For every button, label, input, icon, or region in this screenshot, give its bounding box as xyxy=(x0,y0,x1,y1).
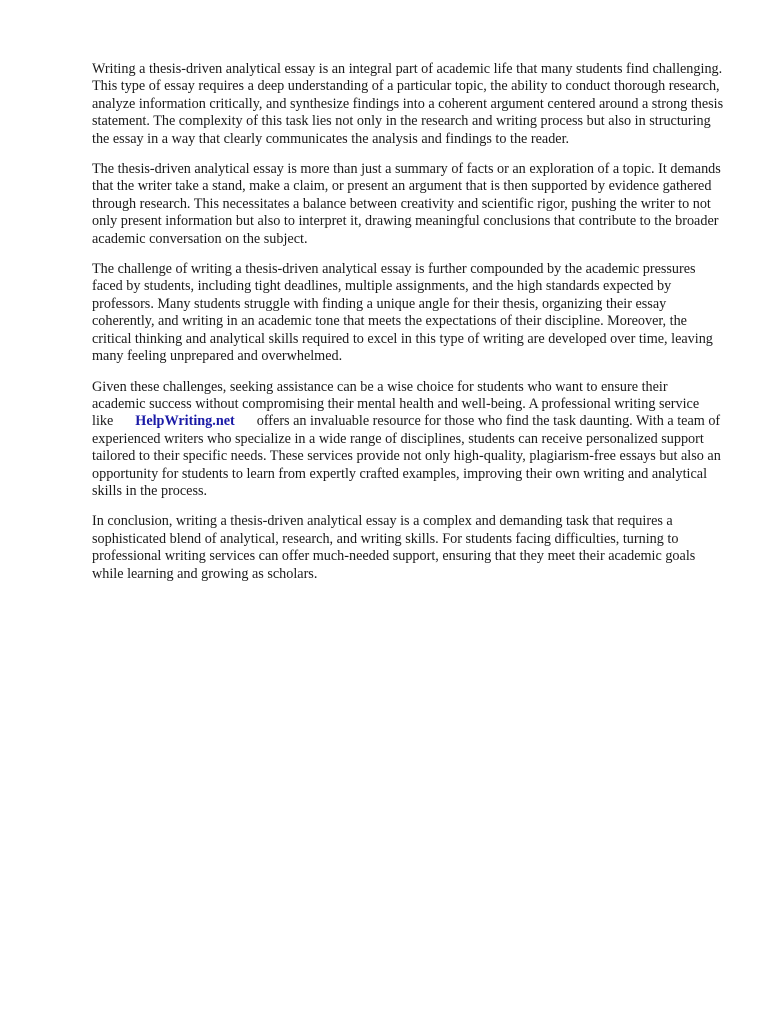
paragraph-conclusion: In conclusion, writing a thesis-driven analytical essay is a complex and demanding task that requires a sophisticated blend of analytical, research, and writing skills. For students facing difficulties, turning to professional writing services can offer much-needed support, ensuring that they meet their academic goals while learning and growing as scholars. xyxy=(92,513,696,582)
paragraph-assistance xyxy=(92,379,724,501)
paragraph-definition: The thesis-driven analytical essay is more than just a summary of facts or an exploration of a topic. It demands that the writer take a stand, make a claim, or present an argument that is then supported by evidence gathered through research. This necessitates a balance between creativity and scientific rigor, pushing the writer to not only present information but also to interpret it, drawing meaningful conclusions that contribute to the broader academic conversation on the subject. xyxy=(92,161,721,247)
paragraph-intro: Writing a thesis-driven analytical essay is an integral part of academic life that many students find challenging. This type of essay requires a deep understanding of a particular topic, the ability to conduct thorough research, analyze information critically, and synthesize findings into a coherent argument centered around a strong thesis statement. The complexity of this task lies not only in the research and writing process but also in structuring the essay in a way that clearly communicates the analysis and findings to the reader. xyxy=(92,61,724,147)
document-body xyxy=(92,61,724,596)
paragraph-assistance-lead: Given these challenges, seeking assistance can be a wise choice for students who want to ensure their academic success without compromising their mental health and well-being. A professional writing service like xyxy=(92,378,700,430)
paragraph-challenges: The challenge of writing a thesis-driven analytical essay is further compounded by the academic pressures faced by students, including tight deadlines, multiple assignments, and the high standards expected by professors. Many students struggle with finding a unique angle for their thesis, organizing their essay coherently, and writing in an academic tone that meets the expectations of their discipline. Moreover, the critical thinking and analytical skills required to excel in this type of writing are developed over time, leaving many feeling unprepared and overwhelmed. xyxy=(92,261,713,365)
helpwriting-link[interactable]: HelpWriting.net xyxy=(135,413,235,430)
paragraph-assistance-tail: offers an invaluable resource for those who find the task daunting. With a team of experienced writers who specialize in a wide range of disciplines, students can receive personalized support tailored to their specific needs. These services provide not only high-quality, plagiarism-free essays but also an opportunity for students to learn from expertly crafted examples, improving their own writing and analytical skills in the process. xyxy=(92,413,721,499)
